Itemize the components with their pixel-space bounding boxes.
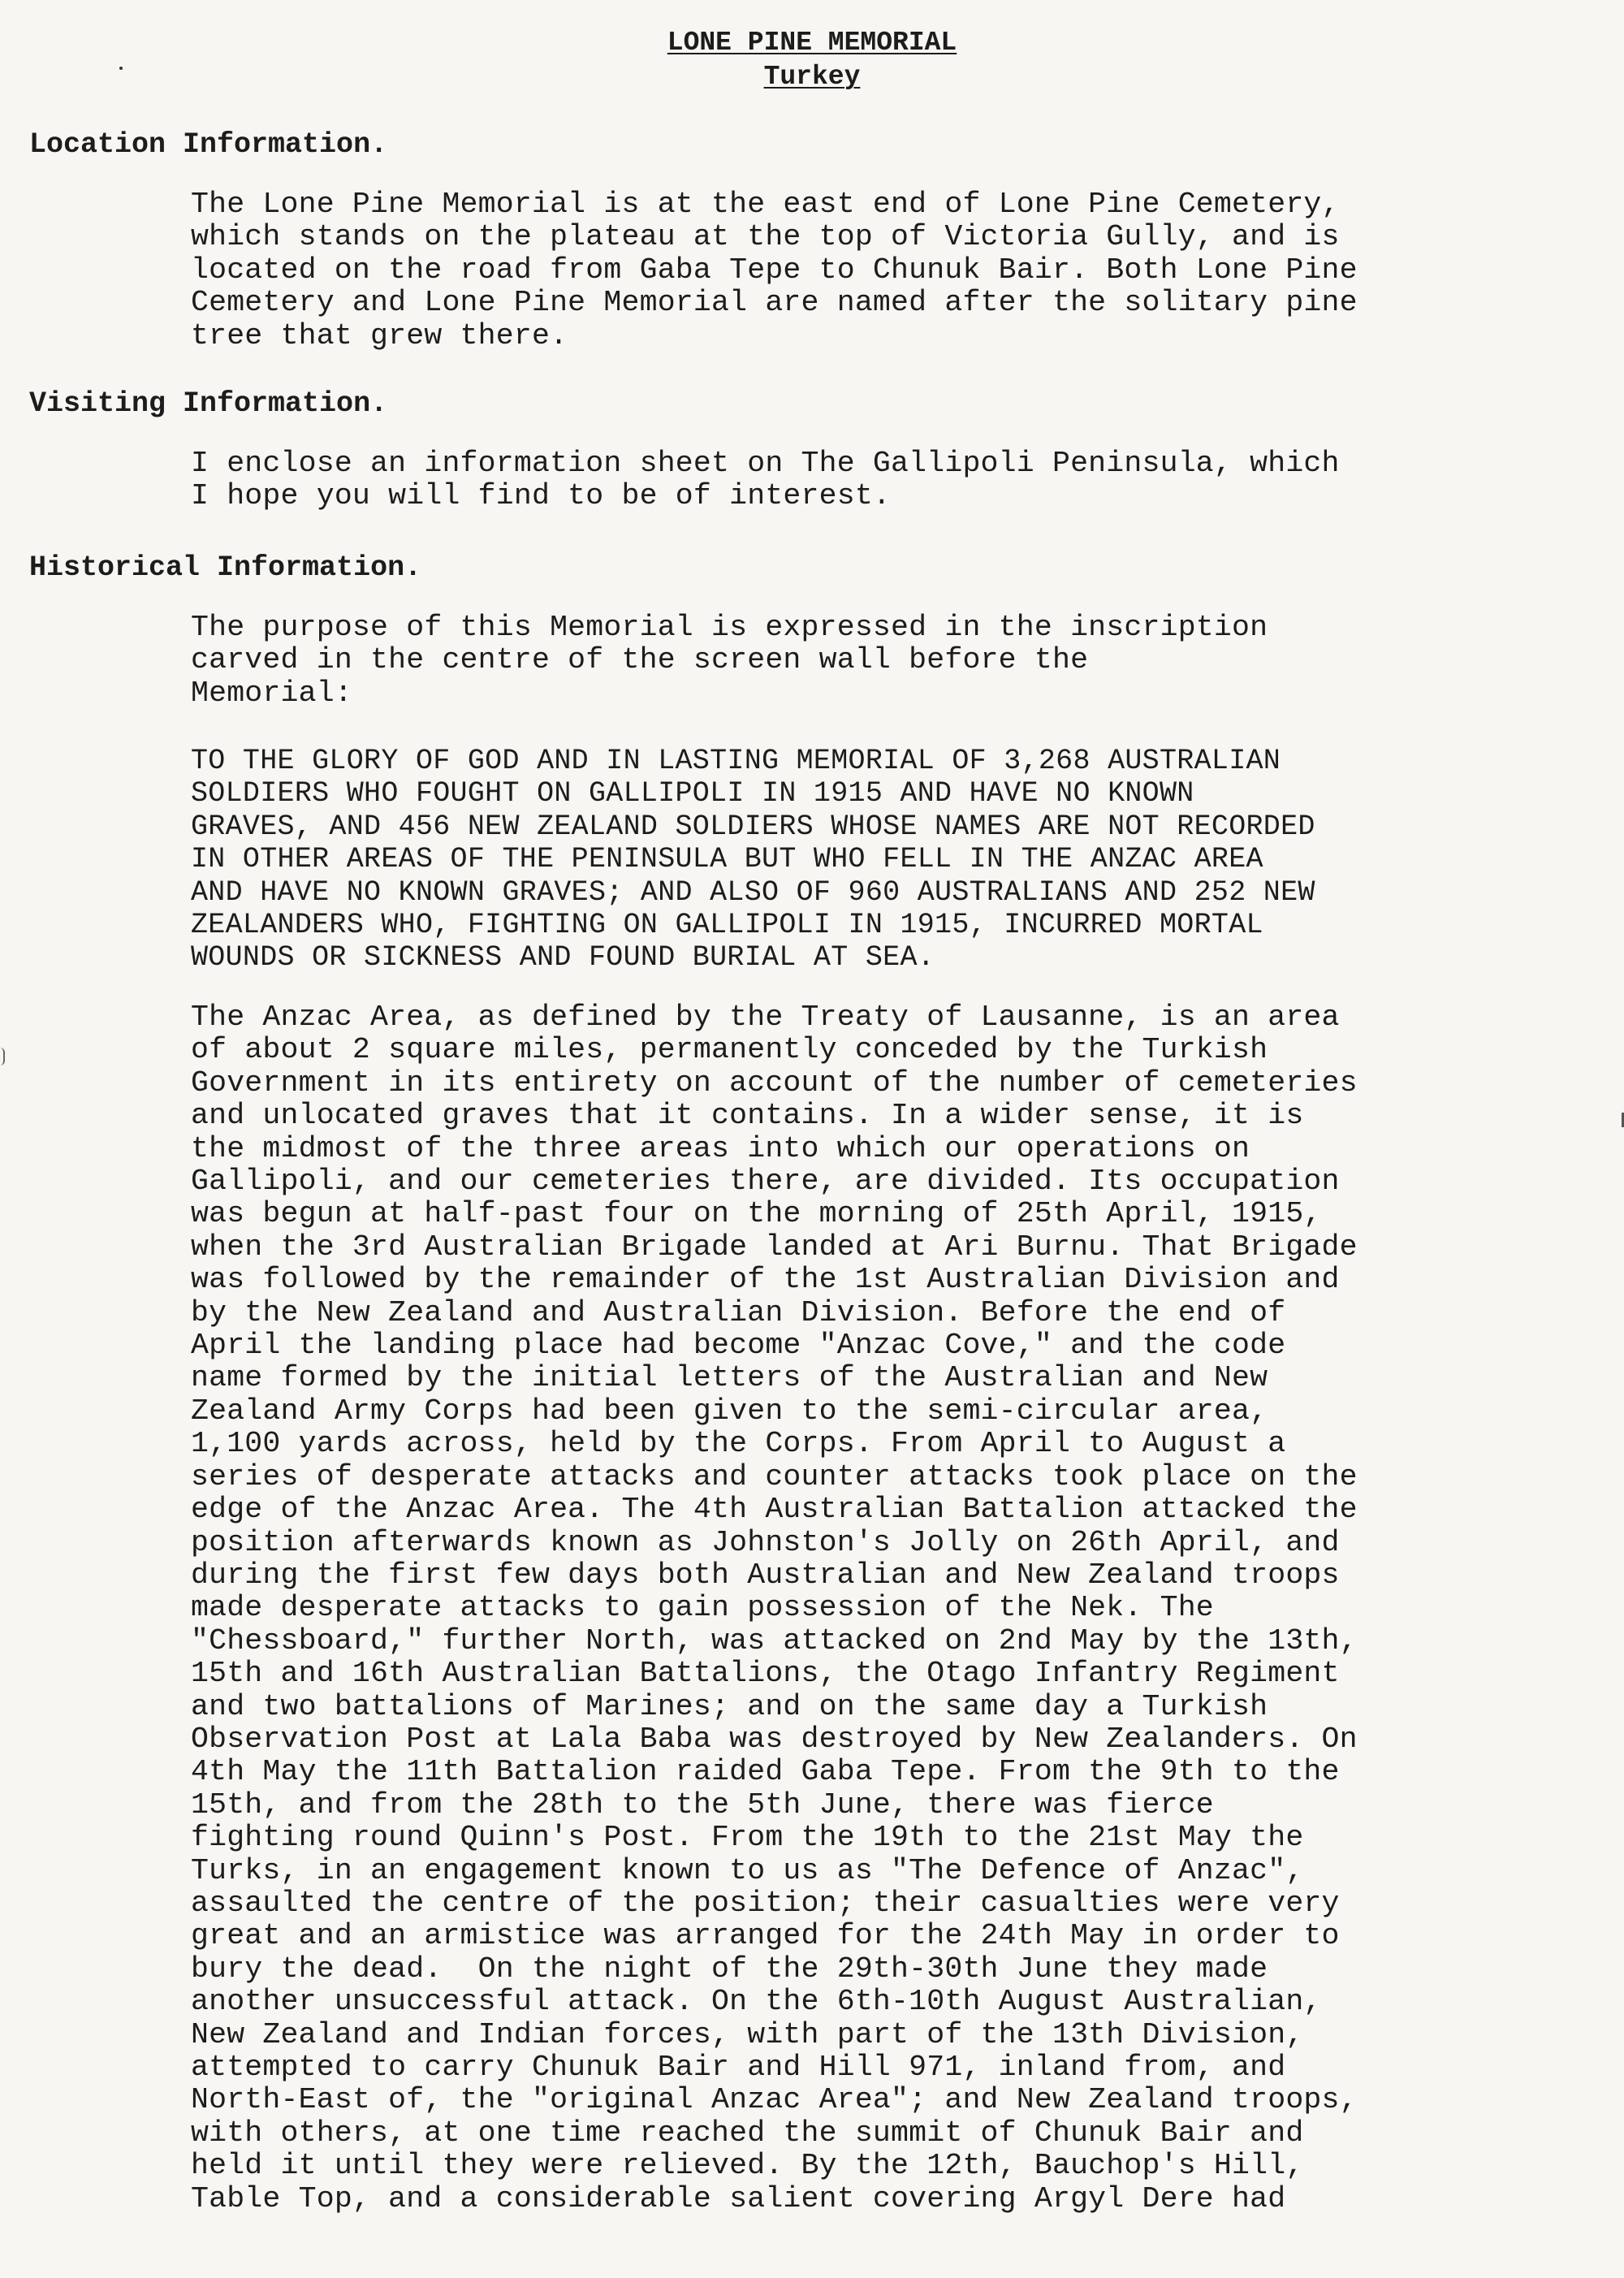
left-edge-mark bbox=[0, 1048, 5, 1066]
anzac-area-paragraph: The Anzac Area, as defined by the Treaty of Lausanne, is an area of about 2 square miles, permanently conceded by the Turkish Government in its entirety on account of the number of cemeteries and unlocated graves that it contains. In a wider sense, it is the midmost of the three areas into which our operations on Gallipoli, and our cemeteries there, are divided. Its occupation was begun at half-past four on the morning of 25th April, 1915, when the 3rd Australian Brigade landed at Ari Burnu. That Brigade was followed by the remainder of the 1st Australian Division and by the New Zealand and Australian Division. Before the end of April the landing place had become "Anzac Cove," and the code name formed by the initial letters of the Australian and New Zealand Army Corps had been given to the semi-circular area, 1,100 yards across, held by the Corps. From April to August a series of desperate attacks and counter attacks took place on the edge of the Anzac Area. The 4th Australian Battalion attacked the position afterwards known as Johnston's Jolly on 26th April, and during the first few days both Australian and New Zealand troops made desperate attacks to gain possession of the Nek. The "Chessboard," further North, was attacked on 2nd May by the 13th, 15th and 16th Australian Battalions, the Otago Infantry Regiment and two battalions of Marines; and on the same day a Turkish Observation Post at Lala Baba was destroyed by New Zealanders. On 4th May the 11th Battalion raided Gaba Tepe. From the 9th to the 15th, and from the 28th to the 5th June, there was fierce fighting round Quinn's Post. From the 19th to the 21st May the Turks, in an engagement known to us as "The Defence of Anzac", assaulted the centre of the position; their casualties were very great and an armistice was arranged for the 24th May in order to bury the dead. On the night of the 29th-30th June they made another unsuccessful attack. On the 6th-10th August Australian, New Zealand and Indian forces, with part of the 13th Division, attempted to carry Chunuk Bair and Hill 971, inland from, and North-East of, the "original Anzac Area"; and New Zealand troops, with others, at one time reached the summit of Chunuk Bair and held it until they were relieved. By the 12th, Bauchop's Hill, Table Top, and a considerable salient covering Argyl Dere had bbox=[191, 1001, 1358, 2215]
page-title: LONE PINE MEMORIAL bbox=[667, 28, 957, 58]
section-heading-visiting: Visiting Information. bbox=[29, 387, 388, 420]
location-paragraph: The Lone Pine Memorial is at the east end of Lone Pine Cemetery, which stands on the plateau at the top of Victoria Gully, and is located on the road from Gaba Tepe to Chunuk Bair. Both Lone Pine Cemetery and Lone Pine Memorial are named after the solitary pine tree that grew there. bbox=[191, 188, 1358, 352]
visiting-paragraph: I enclose an information sheet on The Gallipoli Peninsula, which I hope you will find to be of interest. bbox=[191, 447, 1340, 513]
historical-intro-paragraph: The purpose of this Memorial is expressed in the inscription carved in the centre of the screen wall before the Memorial: bbox=[191, 611, 1268, 710]
section-heading-location: Location Information. bbox=[29, 128, 388, 161]
memorial-inscription: TO THE GLORY OF GOD AND IN LASTING MEMORIAL OF 3,268 AUSTRALIAN SOLDIERS WHO FOUGHT ON GALLIPOLI IN 1915 AND HAVE NO KNOWN GRAVES, AND 456 NEW ZEALAND SOLDIERS WHOSE NAMES ARE NOT RECORDED IN OTHER AREAS OF THE PENINSULA BUT WHO FELL IN THE ANZAC AREA AND HAVE NO KNOWN GRAVES; AND ALSO OF 960 AUSTRALIANS AND 252 NEW ZEALANDERS WHO, FIGHTING ON GALLIPOLI IN 1915, INCURRED MORTAL WOUNDS OR SICKNESS AND FOUND BURIAL AT SEA. bbox=[191, 745, 1315, 975]
title-block bbox=[0, 26, 1624, 94]
page-subtitle: Turkey bbox=[763, 62, 861, 92]
section-heading-historical: Historical Information. bbox=[29, 551, 422, 584]
